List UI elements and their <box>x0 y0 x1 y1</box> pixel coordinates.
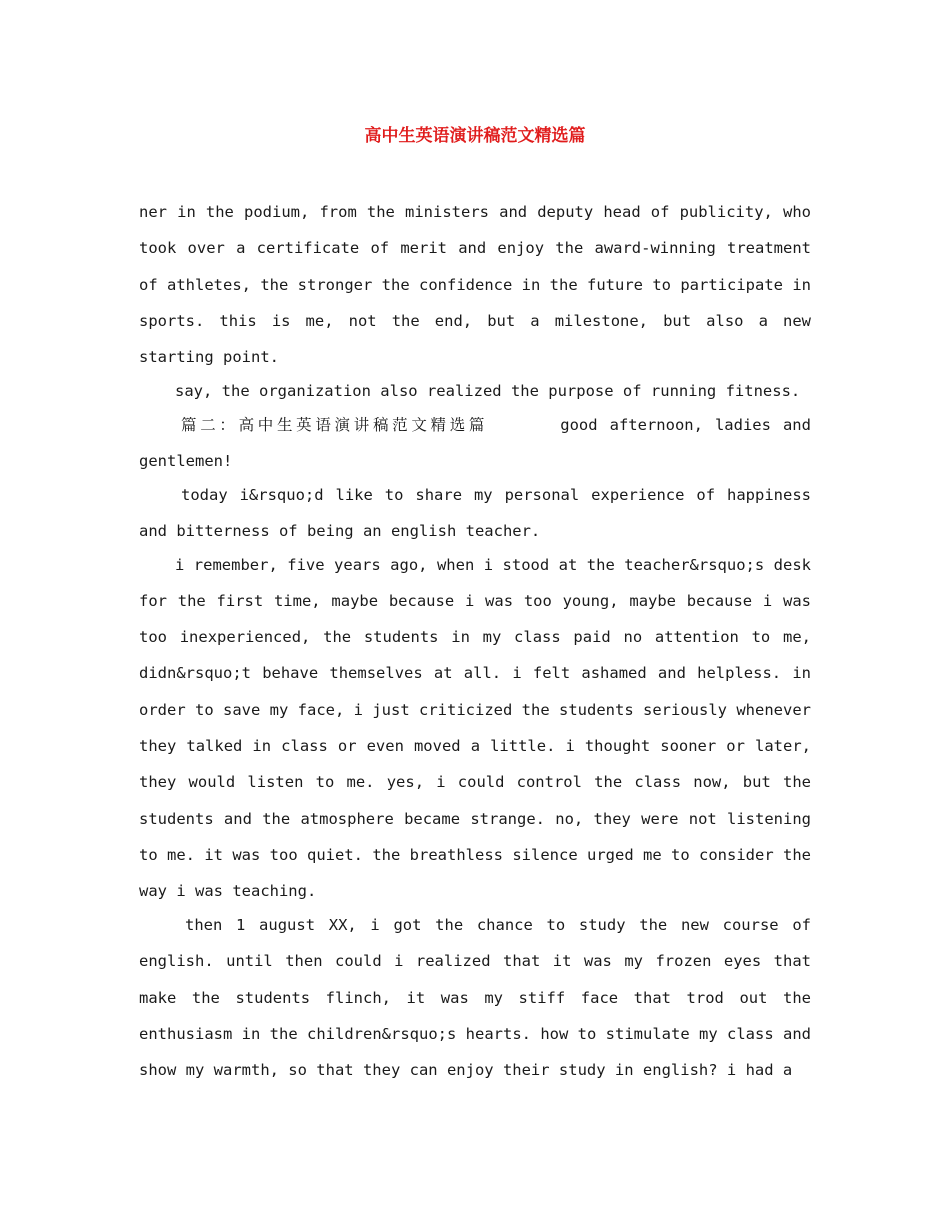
greeting-text: good afternoon, ladies and gentlemen! <box>139 415 811 470</box>
paragraph-1: ner in the podium, from the ministers and deputy head of publicity, who took over a certificate of merit and enjoy the award-winning treatment of athletes, the stronger the confidence in the future to participate in sports. this is me, not the end, but a milestone, but also a new starting point. <box>139 203 811 367</box>
paragraph-6: then 1 august XX, i got the chance to study the new course of english. until then could i realized that it was my frozen eyes that make the students flinch, it was my stiff face that trod out the enthusiasm in the children&rsquo;s hearts. how to stimulate my class and show my warmth, so that they can enjoy their study in english? i had a <box>139 915 811 1080</box>
document-title: 高中生英语演讲稿范文精选篇 <box>364 126 586 146</box>
section-heading: 篇二：高中生英语演讲稿范文精选篇 <box>181 415 489 434</box>
paragraph-5: i remember, five years ago, when i stood at the teacher&rsquo;s desk for the first time, maybe because i was too young, maybe because i was too inexperienced, the students in my class paid no attention to me, didn&rsquo;t behave themselves at all. i felt ashamed and helpless. in order to save my face, i just criticized the students seriously whenever they talked in class or even moved a little. i thought sooner or later, they would listen to me. yes, i could control the class now, but the students and the atmosphere became strange. no, they were not listening to me. it was too quiet. the breathless silence urged me to consider the way i was teaching. <box>139 555 811 901</box>
paragraph-2: say, the organization also realized the purpose of running fitness. <box>175 381 801 400</box>
document-body <box>139 194 811 1088</box>
paragraph-4: today i&rsquo;d like to share my personal experience of happiness and bitterness of being an english teacher. <box>139 485 811 540</box>
paragraph-3 <box>139 407 811 480</box>
